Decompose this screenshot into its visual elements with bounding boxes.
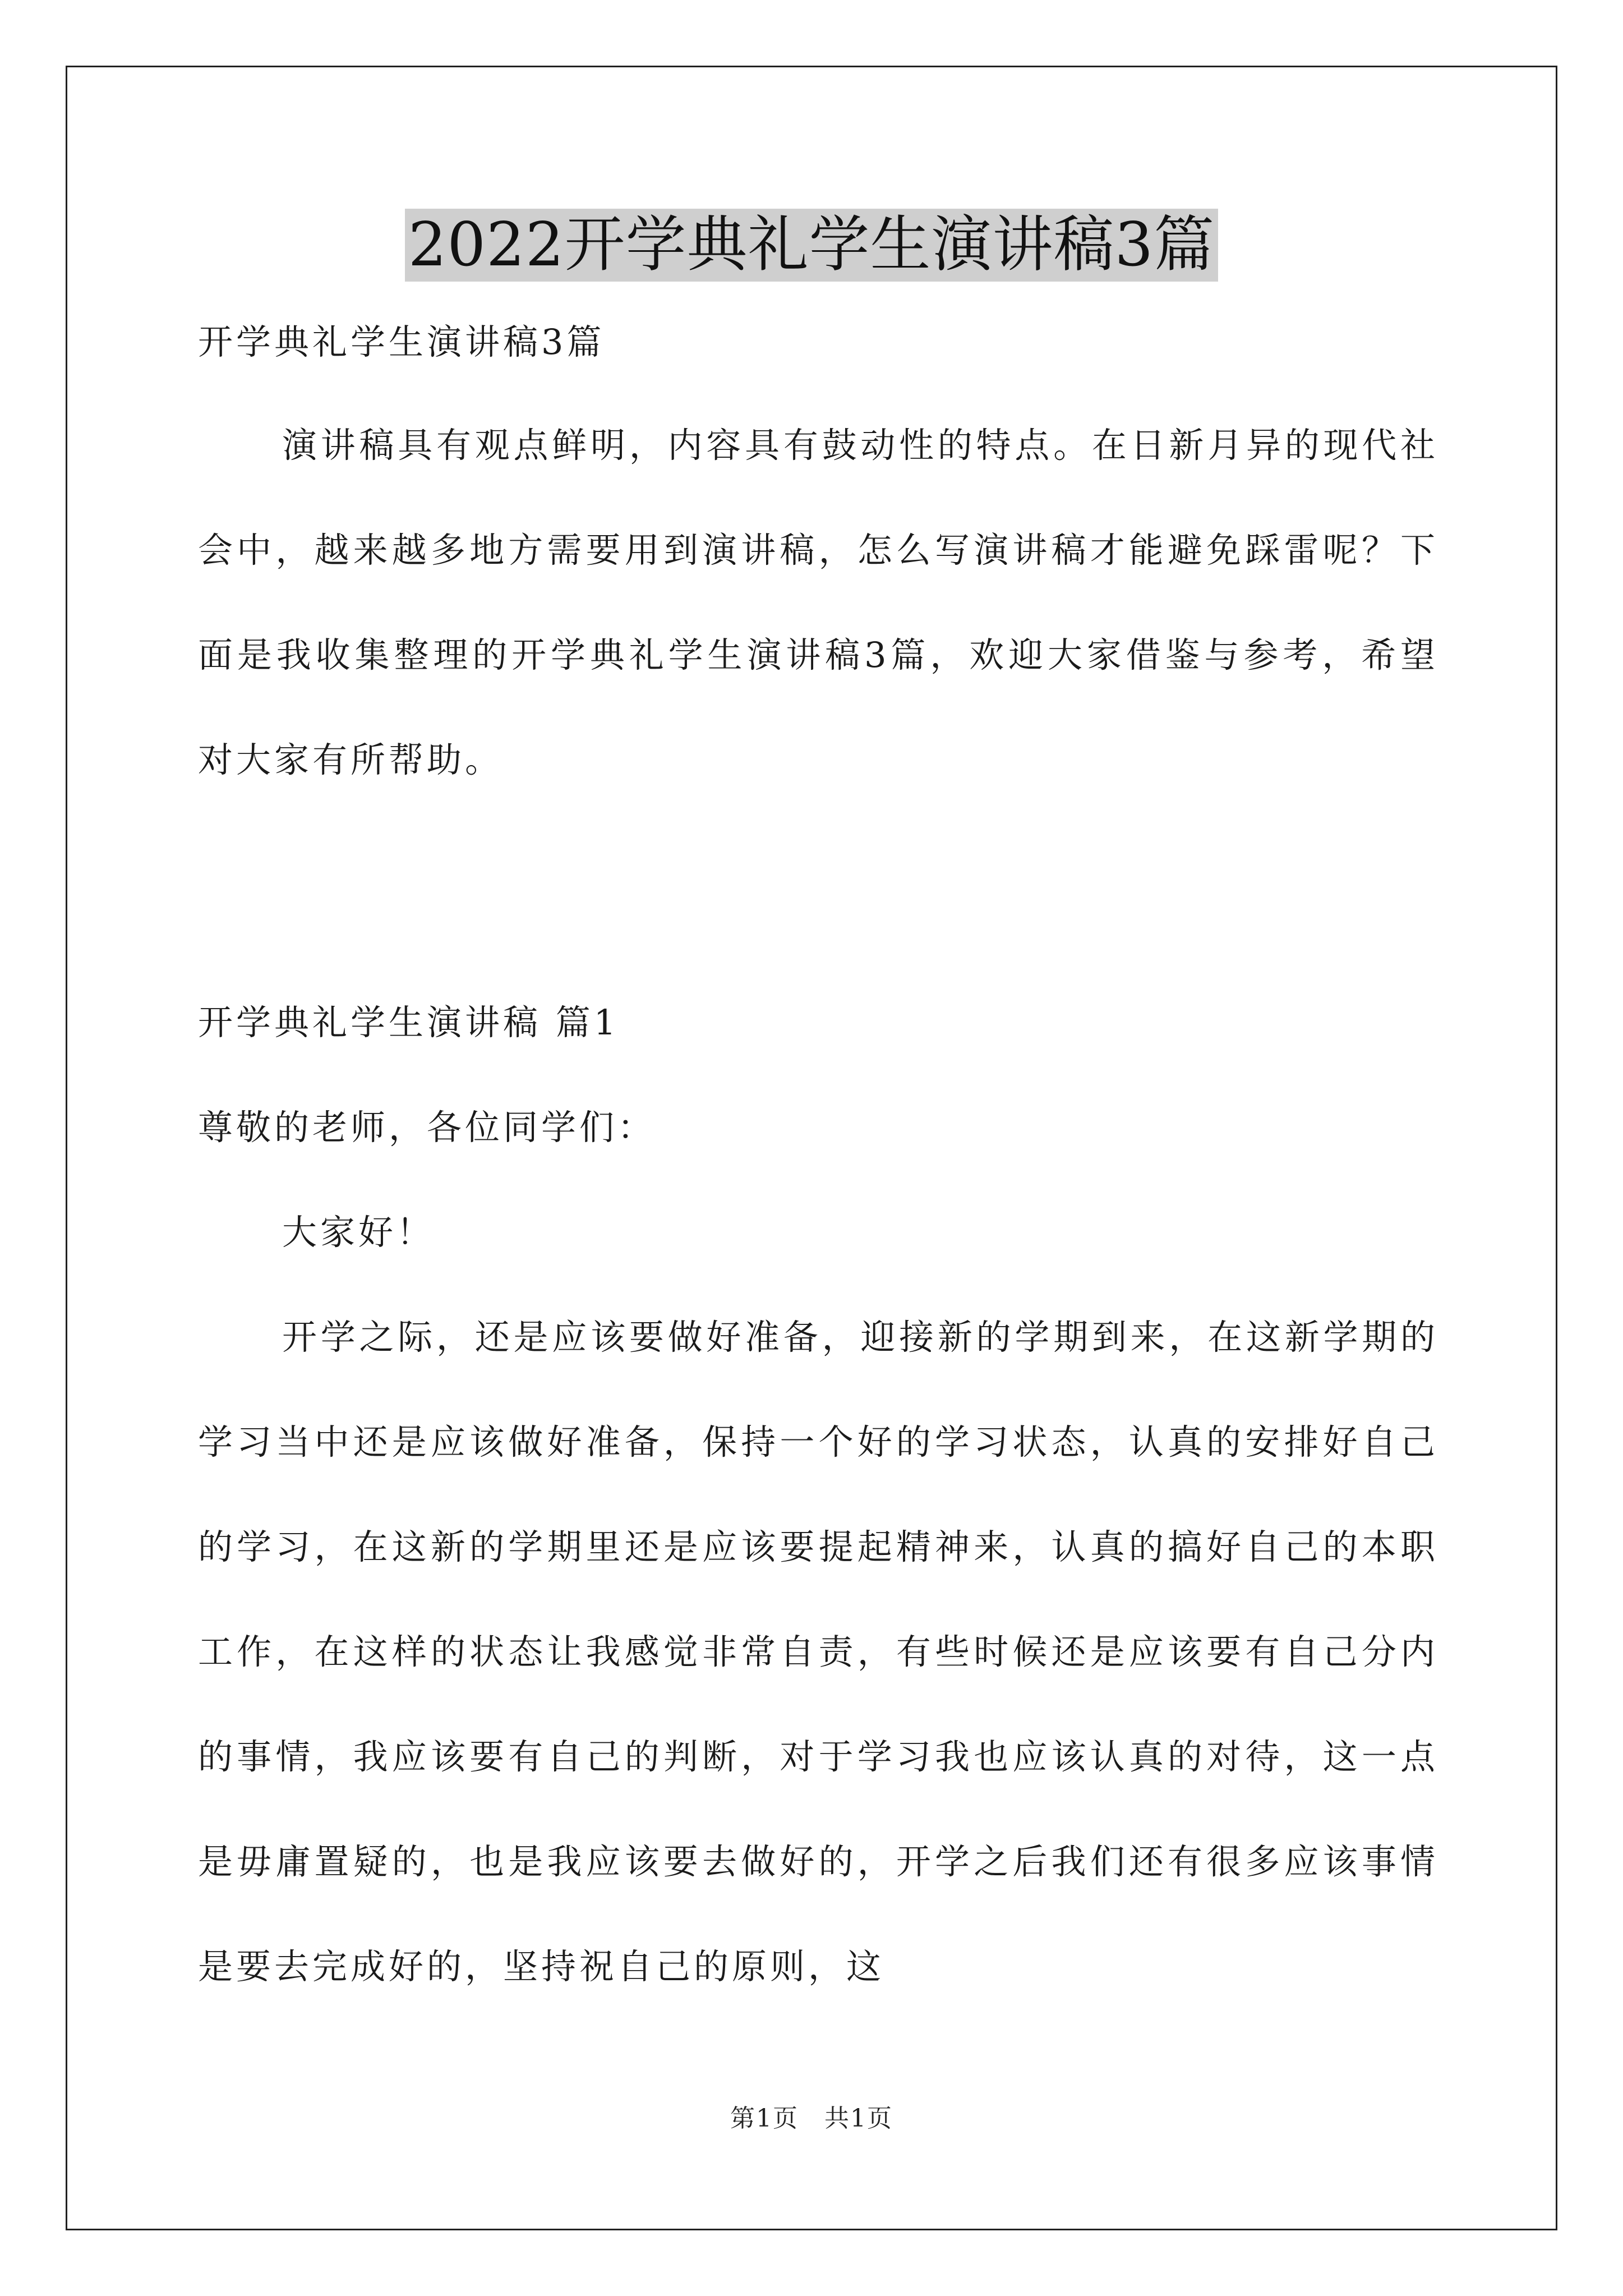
section-1-body-paragraph: 开学之际，还是应该要做好准备，迎接新的学期到来，在这新学期的学习当中还是应该做好准备，保持一个好的学习状态，认真的安排好自己的学习，在这新的学期里还是应该要提起精神来，认真的搞好自己的本职工作，在这样的状态让我感觉非常自责，有些时候还是应该要有自己分内的事情，我应该要有自己的判断，对于学习我也应该认真的对待，这一点是毋庸置疑的，也是我应该要去做好的，开学之后我们还有很多应该事情是要去完成好的，坚持祝自己的原则，这 (198, 1317, 1438, 1987)
intro-paragraph: 演讲稿具有观点鲜明，内容具有鼓动性的特点。在日新月异的现代社会中，越来越多地方需要用到演讲稿，怎么写演讲稿才能避免踩雷呢？下面是我收集整理的开学典礼学生演讲稿3篇，欢迎大家借鉴与参考，希望对大家有所帮助。 (198, 425, 1438, 780)
intro-block (198, 393, 1438, 812)
section-1-salutation: 尊敬的老师，各位同学们： (198, 1107, 656, 1148)
document-title: 2022开学典礼学生演讲稿3篇 (405, 209, 1219, 282)
section-1-greeting: 大家好！ (282, 1212, 435, 1253)
section-1-body-block (198, 1285, 1438, 2019)
section-1-heading: 开学典礼学生演讲稿 篇1 (198, 1002, 620, 1043)
document-subtitle: 开学典礼学生演讲稿3篇 (198, 321, 605, 362)
page-footer: 第1页 共1页 (730, 2104, 893, 2133)
title-container (0, 209, 1623, 282)
